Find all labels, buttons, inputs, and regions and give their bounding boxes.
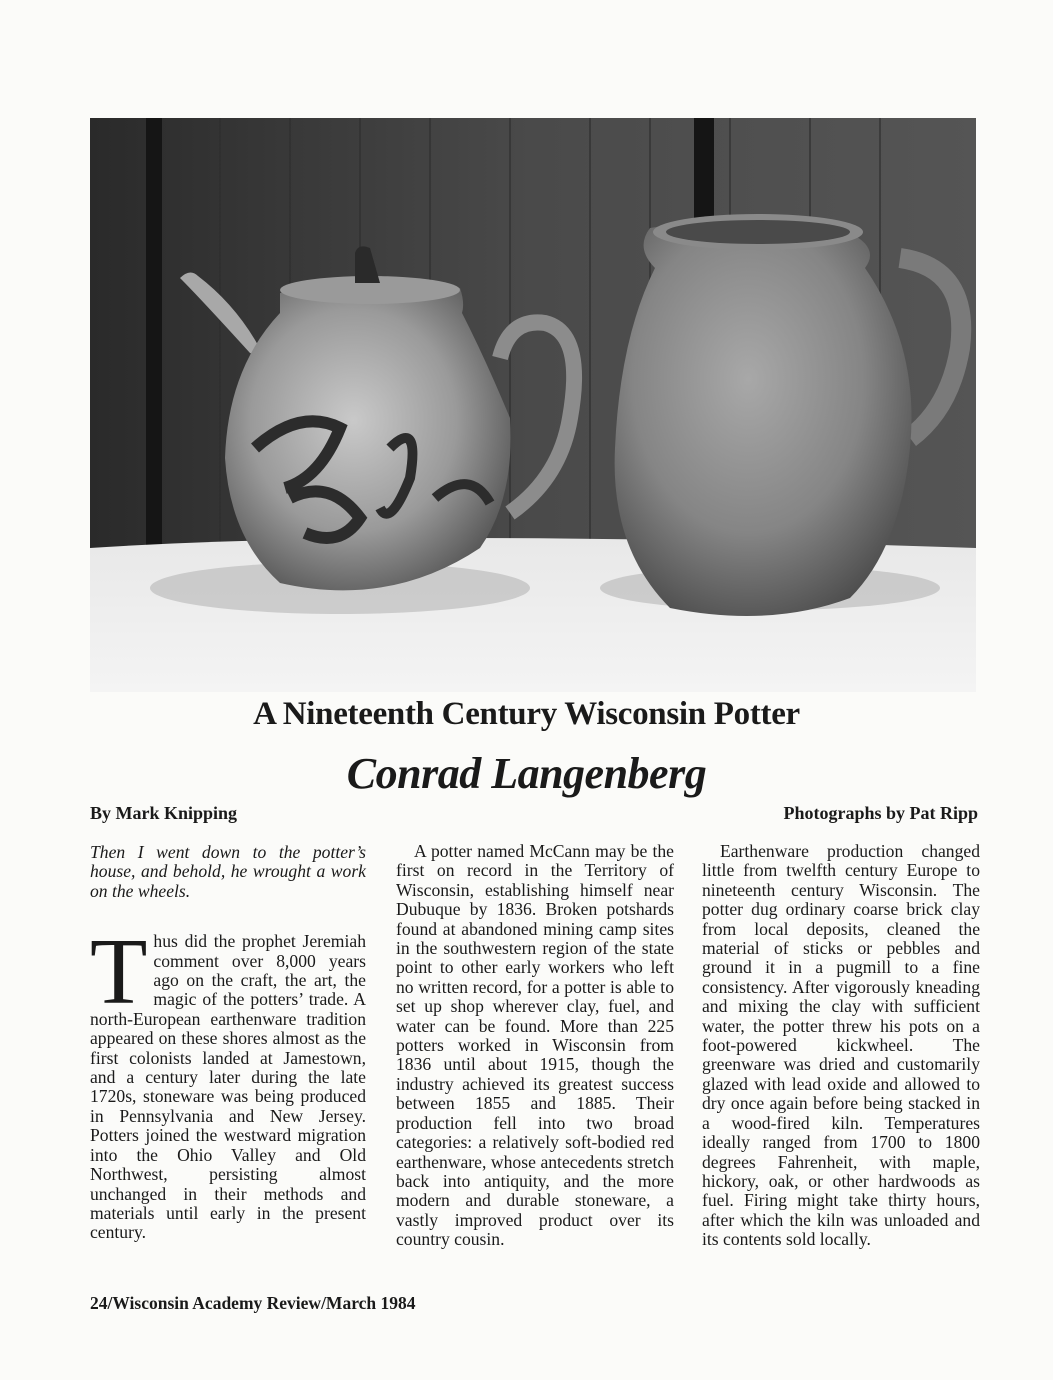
teapot-and-jug-photo [90,118,976,692]
body-paragraph: Earthenware production changed little from twelfth century Europe to nineteenth century Wisconsin. The potter dug ordinary coarse brick clay from local deposits, cleaned the material of sticks or pebbles and ground it in a pugmill to a fine consistency. After vigorously kneading and mixing the clay with sufficient water, the potter threw his pots on a foot-powered kickwheel. The greenware was dried and customarily glazed with lead oxide and allowed to dry once again before being stacked in a wood-fired kiln. Temperatures ideally ranged from 1700 to 1800 degrees Fahrenheit, with maple, hickory, oak, or other hardwoods as fuel. Firing might take thirty hours, after which the kiln was unloaded and its contents sold locally. [702,841,980,1250]
page-footer: 24/Wisconsin Academy Review/March 1984 [90,1293,416,1313]
photo-credit: Photographs by Pat Ripp [783,803,978,823]
opening-paragraph [90,920,366,1243]
body-paragraph: A potter named McCann may be the first on record in the Territory of Wisconsin, establishing himself near Dubuque by 1836. Broken potshards found at abandoned mining camp sites in the southwestern region of the state point to other early workers who left no written record, for a potter is able to set up shop wherever clay, fuel, and water can be found. More than 225 potters worked in Wisconsin from 1836 until about 1915, though the industry achieved its greatest success between 1855 and 1885. Their production fell into two broad categories: a relatively soft-bodied red earthenware, whose antecedents stretch back into antiquity, and the more modern and durable stoneware, a vastly improved product over its country cousin. [396,841,674,1250]
drop-cap: T [90,920,148,1025]
column-1 [90,843,366,1243]
pottery-photograph [90,118,976,692]
opening-paragraph-text: hus did the prophet Jeremiah comment over 8,000 years ago on the craft, the art, the magic of the potters’ trade. A north-European earthenware tradition appeared on these shores almost as the first colonists landed at Jamestown, and a century later during the late 1720s, stoneware was being produced in Pennsylvania and New Jersey. Potters joined the westward migration into the Ohio Valley and Old Northwest, persisting almost unchanged in their methods and materials until early in the present century. [90,931,366,1243]
column-3 [702,842,980,1250]
epigraph: Then I went down to the potter’s house, and behold, he wrought a work on the wheels. [90,842,366,901]
article-subtitle: Conrad Langenberg [346,749,707,798]
byline: By Mark Knipping [90,803,238,823]
column-2 [396,842,674,1250]
article-title: A Nineteenth Century Wisconsin Potter [253,696,800,732]
